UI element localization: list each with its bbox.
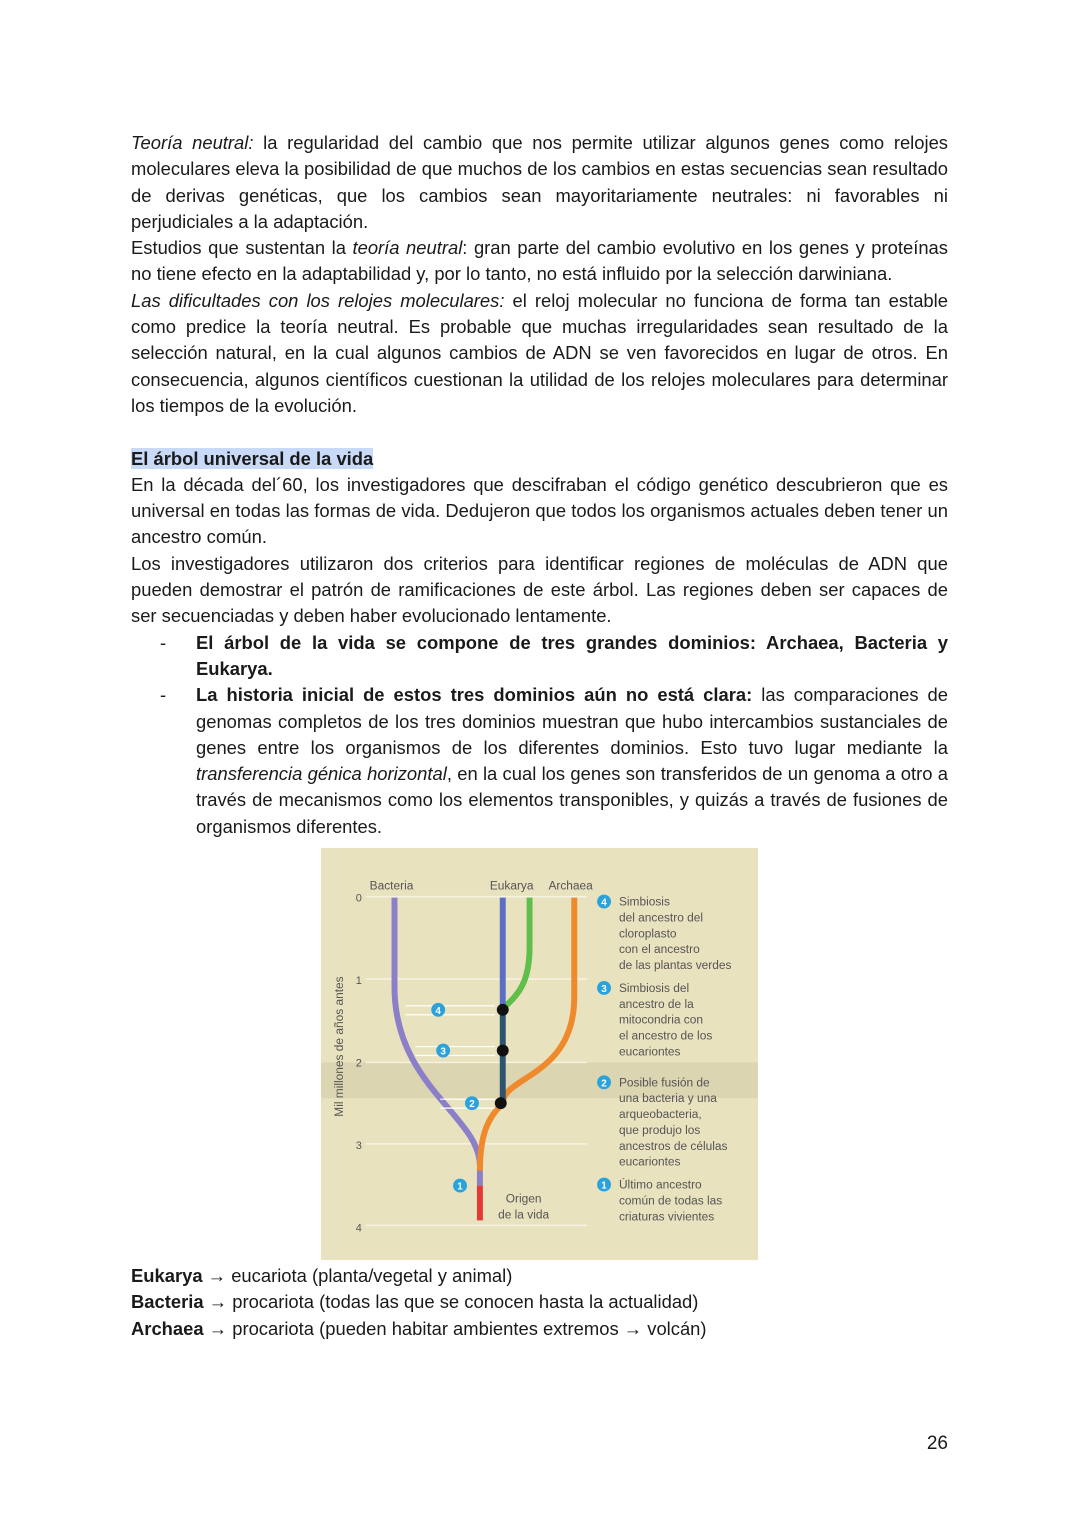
legend-text: cloroplasto [618,926,677,941]
paragraph-difficulties [131,288,948,419]
dash-bullet: - [160,631,167,653]
y-tick: 1 [355,974,362,987]
paragraph-studies [131,235,948,288]
legend-text: de las plantas verdes [618,958,732,973]
y-tick: 2 [355,1057,362,1070]
bold-text: El árbol de la vida se compone de tres grandes dominios: Archaea, Bacteria y Eukarya. [196,631,948,679]
legend-text: una bacteria y una [618,1091,717,1106]
legend-text: arqueobacteria, [618,1107,702,1122]
paragraph-text: : gran parte del cambio evolutivo en los genes y proteínas no tiene efecto en la adaptabilidad y, por lo tanto, no está influido por la selección darwiniana. [131,237,948,285]
legend-text: mitocondria con [618,1012,704,1027]
paragraph-text: , en la cual los genes son transferidos de un genoma a otro a través de mecanismos como los elementos transponibles, y quizás a través de fusiones de organismos diferentes. [196,763,948,837]
origin-label: Origen [505,1191,542,1206]
dash-bullet: - [160,684,167,706]
legend-text: común de todas las [618,1193,723,1208]
legend-text: con el ancestro [618,942,700,957]
italic-term: transferencia génica horizontal [196,763,447,785]
marker-3: 3 [440,1046,446,1058]
paragraph-text: el reloj molecular no funciona de forma tan estable como predice la teoría neutral. Es probable que muchas irregularidades sean resultado de la selección natural, en la cual algunos cambios de ADN se ven favorecidos en lugar de otros. En consecuencia, algunos científicos cuestionan la utilidad de los relojes moleculares para determinar los tiempos de la evolución. [131,289,948,416]
y-tick: 4 [355,1222,362,1235]
definition-text: procariota (pueden habitar ambientes extremos → volcán) [232,1317,707,1339]
italic-term: Teoría neutral: [131,132,254,153]
legend-text: criaturas vivientes [618,1209,715,1224]
paragraph-text: las comparaciones de genomas completos de los tres dominios muestran que hubo intercambios sustanciales de genes entre los organismos de los diferentes dominios. Esto tuvo lugar mediante la [196,684,948,758]
legend-text: Posible fusión de [618,1075,710,1090]
origin-label: de la vida [498,1207,550,1222]
legend-number: 1 [601,1180,607,1192]
legend-text: del ancestro del [618,910,704,925]
legend-text: Último ancestro [618,1177,702,1192]
paragraph-criteria: Los investigadores utilizaron dos criterios para identificar regiones de moléculas de ADN que pueden demostrar el patrón de ramificaciones de este árbol. Las regiones deben ser capaces de ser secuenciadas y deben haber evolucionado lentamente. [131,552,948,627]
y-axis-label: Mil millones de años antes [331,976,346,1117]
legend-text: eucariontes [618,1044,681,1059]
y-tick: 0 [355,892,362,905]
paragraph-text: la regularidad del cambio que nos permite utilizar algunos genes como relojes moleculares eleva la posibilidad de que muchos de los cambios en estas secuencias sean resultado de derivas genéticas, que los cambios sean mayoritariamente neutrales: ni favorables ni perjudiciales a la adaptación. [131,132,948,232]
legend-number: 4 [601,897,607,909]
legend-number: 3 [601,983,607,995]
definition-eukarya [131,1263,948,1289]
term: Eukarya [131,1265,203,1287]
legend-text: que produjo los [618,1122,701,1137]
arrow: → [203,1291,233,1313]
definition-text: eucariota (planta/vegetal y animal) [231,1265,513,1287]
definition-archaea [131,1316,948,1342]
list-item [131,682,948,840]
legend-text: el ancestro de los [618,1028,713,1043]
page-number: 26 [926,1433,948,1454]
marker-2: 2 [469,1099,475,1111]
paragraph-genetic-code: En la década del´60, los investigadores que descifraban el código genético descubrieron que es universal en todas las formas de vida. Dedujeron que todos los organismos actuales deben tener un ancestro común. [131,473,948,548]
paragraph-neutral-theory [131,130,948,235]
document-body [131,130,948,1342]
section-heading-wrap [131,446,948,472]
marker-4: 4 [435,1005,441,1017]
bold-text: La historia inicial de estos tres dominios aún no está clara: [196,684,753,706]
definition-text: procariota (todas las que se conocen hasta la actualidad) [232,1291,699,1313]
legend-text: eucariontes [618,1154,681,1169]
label-archaea: Archaea [548,878,593,893]
legend-number: 2 [601,1078,607,1090]
label-eukarya: Eukarya [489,878,534,893]
marker-1: 1 [457,1181,463,1193]
legend-text: Simbiosis del [618,980,690,995]
term: Archaea [131,1317,204,1339]
legend-text: ancestros de células [618,1138,728,1153]
y-tick: 3 [355,1139,362,1152]
label-bacteria: Bacteria [369,878,414,893]
bullet-list [131,630,948,840]
arrow: → [202,1265,232,1287]
definition-bacteria [131,1289,948,1315]
list-item [131,630,948,683]
italic-term: Las dificultades con los relojes moleculares: [131,289,505,311]
tree-of-life-figure [321,847,758,1261]
arrow: → [203,1317,233,1339]
paragraph-text: Estudios que sustentan la [131,237,353,259]
italic-term: teoría neutral [352,237,463,259]
section-heading: El árbol universal de la vida [131,447,374,469]
legend-text: ancestro de la [618,996,694,1011]
legend-text: Simbiosis [618,894,670,909]
term: Bacteria [131,1291,204,1313]
